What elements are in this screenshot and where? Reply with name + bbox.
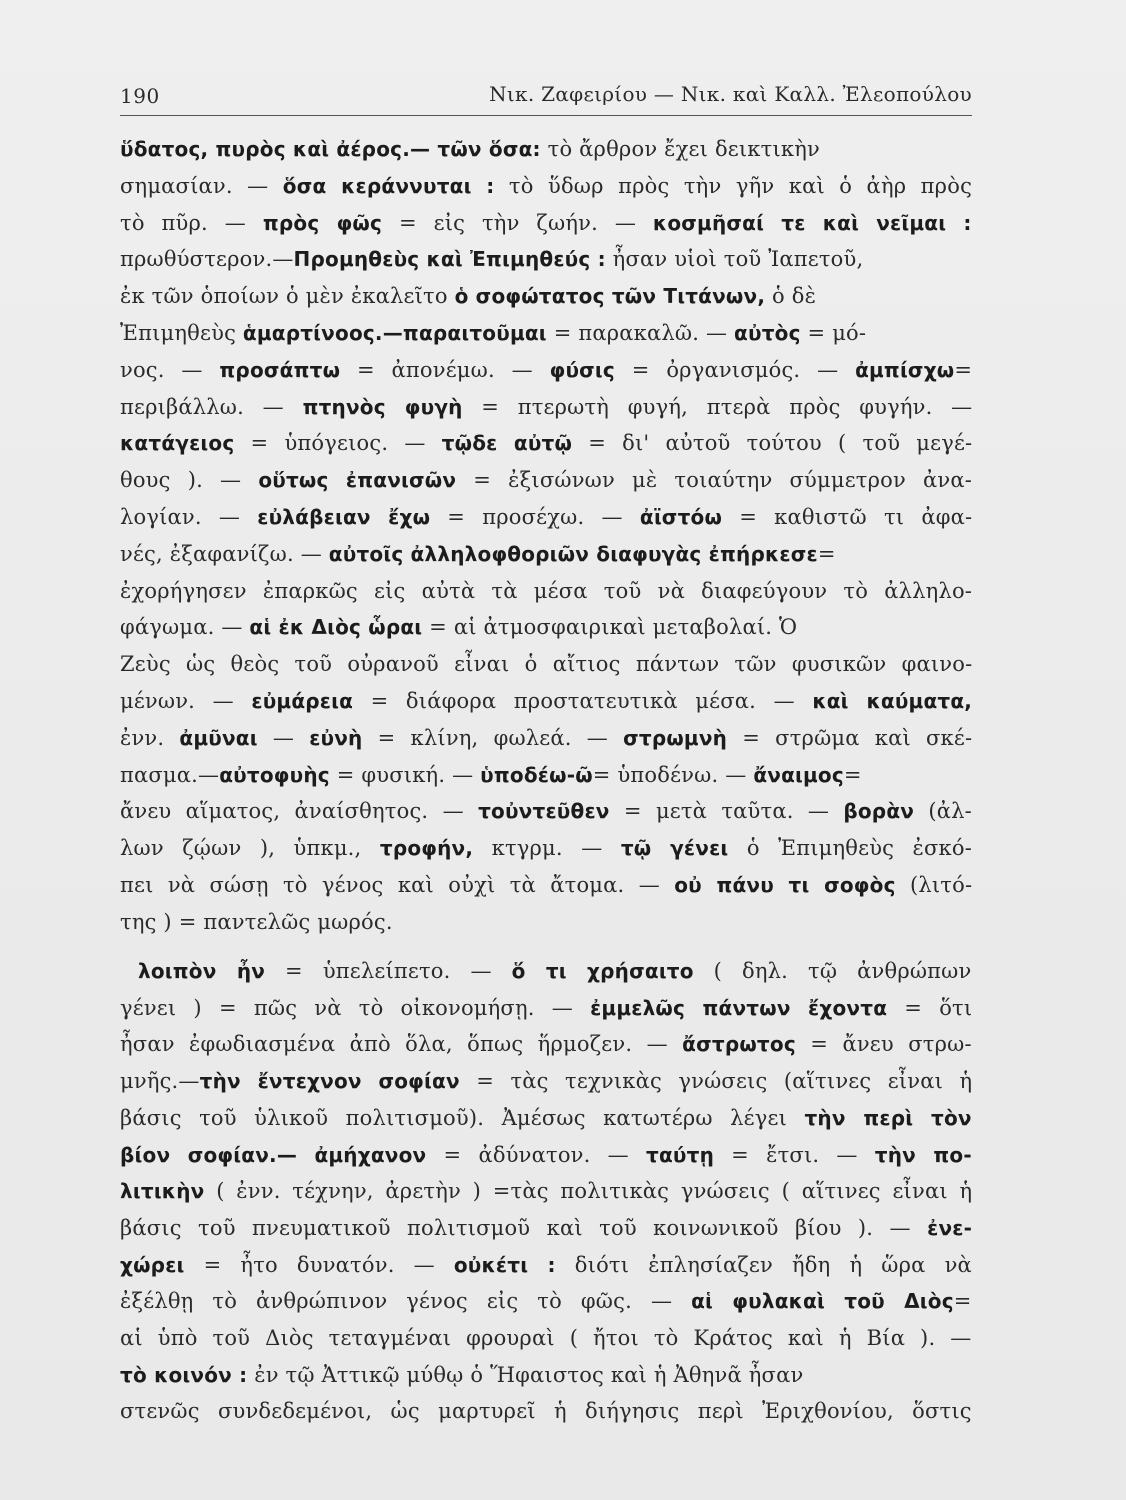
gloss-text: ἐν τῷ Ἀττικῷ μύθῳ ὁ Ἥφαιστος καὶ ἡ Ἀθηνᾶ ἦσαν: [247, 1362, 804, 1387]
gloss-text: = αἱ ἀτμοσφαιρικαὶ μεταβολαί. Ὁ: [422, 615, 798, 640]
gloss-text: ἦσαν υἱοὶ τοῦ Ἰαπετοῦ,: [605, 247, 864, 272]
lemma-term: ὑποδέω-ῶ: [480, 762, 593, 787]
gloss-text: διότι ἐπλησίαζεν ἤδη ἡ ὥρα νὰ: [555, 1252, 972, 1277]
text-line: [120, 991, 972, 1025]
lemma-term: τῷ γένει: [620, 836, 729, 861]
gloss-text: = ἀδύνατον. —: [426, 1142, 647, 1167]
gloss-text: = ὀργανισμός. —: [614, 357, 856, 382]
gloss-text: = ἦτο δυνατόν. —: [184, 1252, 454, 1277]
gloss-text: = ἐξισώνων μὲ τοιαύτην σύμμετρον ἀνα-: [456, 468, 973, 493]
lemma-term: αἱ ἐκ Διὸς ὧραι: [249, 615, 423, 640]
gloss-text: φάγωμα. —: [120, 615, 250, 640]
text-line: [120, 537, 836, 571]
gloss-text: γένει ) = πῶς νὰ τὸ οἰκονομήσῃ. —: [120, 995, 591, 1020]
lemma-term: αὐτοφυὴς: [219, 762, 330, 787]
lemma-term: ταύτῃ: [646, 1142, 715, 1167]
gloss-text: = πτερωτὴ φυγή, πτερὰ πρὸς φυγήν. —: [462, 394, 973, 419]
gloss-text: = ὑπόγειος. —: [234, 431, 442, 456]
gloss-text: = μετὰ ταῦτα. —: [609, 799, 844, 824]
text-line: [120, 684, 972, 718]
text-line: [120, 831, 972, 865]
lemma-term: εὐλάβειαν ἔχω: [257, 505, 431, 529]
text-line: [120, 1284, 972, 1318]
gloss-text: βάσις τοῦ πνευματικοῦ πολιτισμοῦ καὶ τοῦ κοινωνικοῦ βίου ). —: [120, 1215, 928, 1240]
text-line: [120, 169, 972, 203]
gloss-text: = διάφορα προστατευτικὰ μέσα. —: [353, 689, 813, 713]
lemma-term: τροφήν,: [379, 836, 474, 861]
lemma-term: ἀϊστόω: [639, 505, 723, 529]
lemma-term: ἄστρωτος: [682, 1032, 796, 1057]
lemma-term: αἱ φυλακαὶ τοῦ Διὸς: [691, 1289, 954, 1314]
lemma-term: ὅ τι χρήσαιτο: [511, 959, 694, 983]
gloss-text: πει νὰ σώσῃ τὸ γένος καὶ οὐχὶ τὰ ἄτομα. —: [120, 873, 675, 897]
text-line: [120, 868, 972, 902]
lemma-term: προσάπτω: [219, 357, 341, 382]
lemma-term: εὐνὴ: [309, 725, 363, 750]
text-line: [120, 1321, 971, 1355]
gloss-text: βάσις τοῦ ὑλικοῦ πολιτισμοῦ). Ἀμέσως κατωτέρω λέγει: [120, 1105, 805, 1130]
gloss-text: (λιτό-: [895, 873, 973, 897]
gloss-text: ἐνν.: [120, 725, 180, 750]
page-number: 190: [120, 84, 160, 108]
text-line: [120, 1211, 972, 1245]
gloss-text: τὸ ὕδωρ πρὸς τὴν γῆν καὶ ὁ ἀὴρ πρὸς: [494, 173, 973, 198]
gloss-text: = παρακαλῶ. —: [546, 321, 735, 345]
gloss-text: θους ). —: [120, 468, 259, 493]
text-line: [120, 905, 393, 939]
lemma-term: πρὸς φῶς: [262, 210, 383, 235]
lemma-term: ἄναιμος: [753, 762, 844, 787]
lemma-term: Προμηθεὺς καὶ Ἐπιμηθεύς :: [293, 247, 606, 272]
lemma-term: εὐμάρεια: [251, 689, 354, 713]
gloss-text: ἐκ τῶν ὁποίων ὁ μὲν ἐκαλεῖτο: [120, 284, 455, 309]
text-line: [120, 316, 866, 350]
header-rule: [120, 115, 972, 116]
text-line: [120, 1394, 972, 1428]
gloss-text: =: [843, 762, 862, 787]
gloss-text: της ) = παντελῶς μωρός.: [120, 909, 393, 934]
text-line: [120, 426, 972, 460]
gloss-text: στενῶς συνδεδεμένοι, ὡς μαρτυρεῖ ἡ διήγησις περὶ Ἐριχθονίου, ὅστις: [120, 1399, 972, 1424]
lemma-term: χώρει: [120, 1252, 185, 1277]
lemma-term: αὐτὸς: [734, 321, 801, 345]
gloss-text: = εἰς τὴν ζωήν. —: [382, 210, 653, 235]
text-line: [120, 1174, 972, 1208]
lemma-term: ἁμαρτίνοος.—παραιτοῦμαι: [242, 321, 547, 345]
gloss-text: ἐξέλθῃ τὸ ἀνθρώπινον γένος εἰς τὸ φῶς. —: [120, 1289, 692, 1314]
gloss-text: = προσέχω. —: [430, 505, 640, 529]
gloss-text: ἄνευ αἵματος, ἀναίσθητος. —: [120, 799, 479, 824]
gloss-text: περιβάλλω. —: [120, 394, 303, 419]
gloss-text: =: [817, 541, 836, 566]
text-line: [120, 574, 972, 608]
lemma-term: ἀμῦναι: [179, 725, 258, 750]
gloss-text: = ἀπονέμω. —: [340, 357, 550, 382]
lemma-term: αὐτοῖς ἀλληλοφθοριῶν διαφυγὰς ἐπήρκεσε: [328, 541, 818, 566]
gloss-text: —: [257, 725, 310, 750]
gloss-text: = μό-: [800, 321, 867, 345]
lemma-term: ὁ σοφώτατος τῶν Τιτάνων,: [454, 284, 766, 309]
text-line: [120, 647, 972, 681]
text-line: [120, 1248, 972, 1282]
text-line: [120, 463, 972, 497]
gloss-text: ( ἐνν. τέχνην, ἀρετὴν ) =τὰς πολιτικὰς γνώσεις ( αἵτινες εἶναι ἡ: [204, 1179, 973, 1204]
page-header: [120, 78, 972, 118]
gloss-text: = κλίνη, φωλεά. —: [362, 725, 624, 750]
gloss-text: λογίαν. —: [120, 505, 258, 529]
lemma-term: βίον σοφίαν.— ἀμήχανον: [120, 1142, 427, 1167]
text-line: [120, 132, 820, 166]
text-line: [120, 794, 972, 828]
lemma-term: τὴν περὶ τὸν: [804, 1105, 972, 1130]
gloss-text: = δι' αὐτοῦ τούτου ( τοῦ μεγέ-: [572, 431, 973, 456]
lemma-term: ἐμμελῶς πάντων ἔχοντα: [590, 995, 888, 1020]
lemma-term: ἐνε-: [927, 1215, 973, 1240]
lemma-term: οὕτως ἐπανισῶν: [258, 468, 457, 493]
gloss-text: = ὅτι: [887, 995, 973, 1020]
gloss-text: τὸ πῦρ. —: [120, 210, 263, 235]
text-line: [120, 610, 797, 644]
lemma-term: πτηνὸς φυγὴ: [302, 394, 463, 419]
gloss-text: = ἄνευ στρω-: [795, 1032, 972, 1057]
gloss-text: (ἀλ-: [914, 799, 972, 824]
gloss-text: =: [954, 357, 973, 382]
text-line: [120, 1101, 972, 1135]
gloss-text: λων ζῴων ), ὑπκμ.,: [120, 836, 380, 861]
gloss-text: νος. —: [120, 357, 220, 382]
text-line: [120, 1138, 972, 1172]
lemma-term: κοσμῆσαί τε καὶ νεῖμαι :: [652, 210, 972, 235]
gloss-text: νές, ἐξαφανίζω. —: [120, 541, 329, 566]
lemma-term: τὴν πο-: [874, 1142, 972, 1167]
lemma-term: τὸ κοινόν :: [120, 1362, 248, 1387]
gloss-text: = ἔτσι. —: [714, 1142, 875, 1167]
text-line: [120, 390, 972, 424]
lemma-term: τοὐντεῦθεν: [478, 799, 610, 824]
gloss-text: πασμα.—: [120, 762, 220, 787]
gloss-text: = καθιστῶ τι ἀφα-: [722, 505, 973, 529]
gloss-text: ἦσαν ἐφωδιασμένα ἀπὸ ὅλα, ὅπως ἥρμοζεν. —: [120, 1032, 683, 1057]
gloss-text: σημασίαν. —: [120, 173, 283, 198]
lemma-term: οὐ πάνυ τι σοφὸς: [674, 873, 896, 897]
gloss-text: = τὰς τεχνικὰς γνώσεις (αἵτινες εἶναι ἡ: [459, 1069, 973, 1094]
gloss-text: τὸ ἄρθρον ἔχει δεικτικὴν: [540, 137, 820, 161]
gloss-text: πρωθύστερον.—: [120, 247, 294, 272]
lemma-term: ὕδατος, πυρὸς καὶ ἀέρος.— τῶν ὅσα:: [120, 137, 541, 161]
gloss-text: = φυσική. —: [329, 762, 481, 787]
lemma-term: φύσις: [549, 357, 615, 382]
gloss-text: αἱ ὑπὸ τοῦ Διὸς τεταγμέναι φρουραὶ ( ἤτοι τὸ Κράτος καὶ ἡ Βία ). —: [120, 1326, 972, 1350]
text-line: [120, 242, 863, 276]
gloss-text: ἐχορήγησεν ἐπαρκῶς εἰς αὐτὰ τὰ μέσα τοῦ νὰ διαφεύγουν τὸ ἀλληλο-: [120, 578, 973, 603]
lemma-term: τῷδε αὐτῷ: [441, 431, 573, 456]
gloss-text: = ὑπελείπετο. —: [265, 959, 512, 983]
gloss-text: = στρῶμα καὶ σκέ-: [727, 725, 973, 750]
text-line: [120, 500, 972, 534]
gloss-text: ( δηλ. τῷ ἀνθρώπων: [693, 959, 972, 983]
text-line: [120, 721, 972, 755]
text-line: [120, 758, 862, 792]
lemma-term: λιτικὴν: [120, 1179, 205, 1204]
gloss-text: =: [953, 1289, 972, 1314]
lemma-term: καὶ καύματα,: [812, 689, 973, 713]
text-line: [120, 1064, 972, 1098]
running-head: Νικ. Ζαφειρίου — Νικ. καὶ Καλλ. Ἐλεοπούλου: [489, 82, 972, 106]
lemma-term: στρωμνὴ: [623, 725, 728, 750]
text-line: [120, 206, 972, 240]
gloss-text: κτγρμ. —: [473, 836, 621, 861]
lemma-term: βορὰν: [843, 799, 915, 824]
gloss-text: Ἐπιμηθεὺς: [120, 321, 243, 345]
gloss-text: ὁ δὲ: [765, 284, 817, 309]
text-line: [120, 1027, 972, 1061]
gloss-text: ὁ Ἐπιμηθεὺς ἐσκό-: [728, 836, 973, 861]
lemma-term: ὅσα κεράννυται :: [282, 173, 495, 198]
text-line: [120, 1358, 803, 1392]
gloss-text: = ὑποδένω. —: [592, 762, 754, 787]
lemma-term: τὴν ἔντεχνον σοφίαν: [199, 1069, 460, 1094]
lemma-term: λοιπὸν ἦν: [138, 959, 266, 983]
lemma-term: κατάγειος: [120, 431, 235, 456]
gloss-text: μνῆς.—: [120, 1069, 200, 1094]
text-line: [120, 353, 972, 387]
lemma-term: ἀμπίσχω: [855, 357, 955, 382]
text-line: [120, 279, 816, 313]
text-line: [138, 954, 971, 988]
lemma-term: οὐκέτι :: [453, 1252, 556, 1277]
gloss-text: μένων. —: [120, 689, 252, 713]
gloss-text: Ζεὺς ὡς θεὸς τοῦ οὐρανοῦ εἶναι ὁ αἴτιος πάντων τῶν φυσικῶν φαινο-: [120, 652, 973, 677]
